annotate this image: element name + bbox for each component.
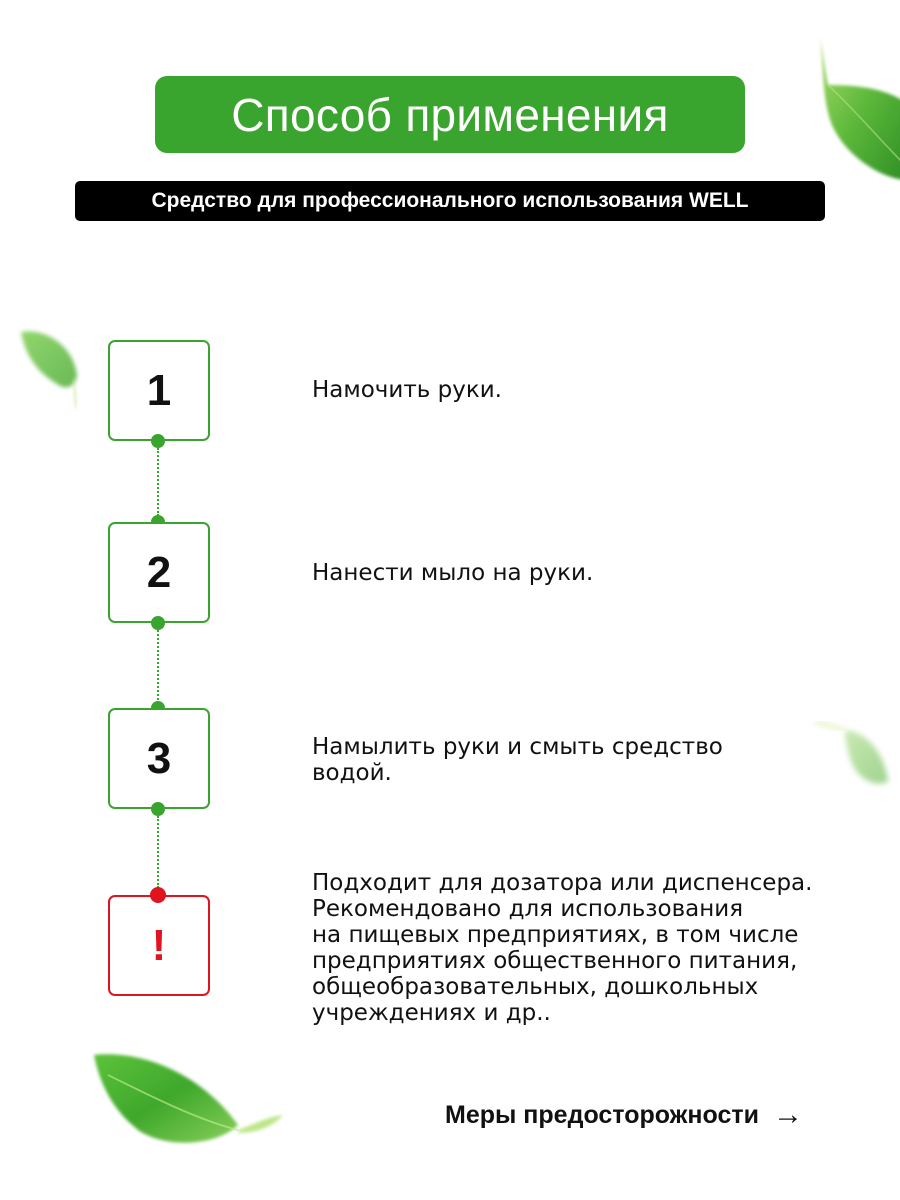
- warning-text-line: общеобразовательных, дошкольных: [312, 974, 759, 1000]
- page-title-banner: [155, 76, 745, 153]
- connector-dot: [151, 434, 165, 448]
- step-text-2: Нанести мыло на руки.: [312, 560, 594, 586]
- connector-dot: [151, 802, 165, 816]
- step-marker-2: [108, 522, 210, 623]
- warning-connector-dot: [150, 887, 166, 903]
- arrow-right-icon: →: [772, 1098, 803, 1131]
- exclamation-icon: !: [151, 920, 167, 970]
- step-marker-3: [108, 708, 210, 809]
- step-text-1: Намочить руки.: [312, 377, 502, 403]
- page-title: Способ применения: [231, 88, 669, 141]
- warning-marker: [108, 895, 210, 996]
- leaf-decoration-top-right: [810, 30, 900, 190]
- step-number: 3: [146, 733, 172, 783]
- step-number: 2: [146, 547, 172, 597]
- dotted-connector: [157, 630, 159, 700]
- step-number: 1: [146, 365, 172, 415]
- step-text-line: Намылить руки и смыть средство: [312, 734, 723, 760]
- subtitle-bar: [75, 181, 825, 221]
- dotted-connector: [157, 448, 159, 516]
- warning-text-line: Подходит для дозатора или диспенсера.: [312, 870, 813, 896]
- step-text-3: [312, 734, 852, 786]
- step-text-line: водой.: [312, 760, 392, 786]
- subtitle-text: Средство для профессионального использования WELL: [151, 189, 749, 212]
- dotted-connector: [157, 816, 159, 888]
- connector-dot: [151, 616, 165, 630]
- warning-text-line: на пищевых предприятиях, в том числе: [312, 922, 799, 948]
- warning-text-line: Рекомендовано для использования: [312, 896, 744, 922]
- warning-text-line: учреждениях и др..: [312, 1000, 551, 1026]
- leaf-decoration-bottom-left: [88, 1045, 288, 1155]
- warning-text: [312, 870, 852, 1026]
- warning-text-line: предприятиях общественного питания,: [312, 948, 798, 974]
- step-marker-1: [108, 340, 210, 441]
- precautions-link[interactable]: [445, 1100, 803, 1130]
- leaf-decoration-left: [15, 320, 85, 410]
- precautions-link-label: Меры предосторожности: [445, 1100, 759, 1129]
